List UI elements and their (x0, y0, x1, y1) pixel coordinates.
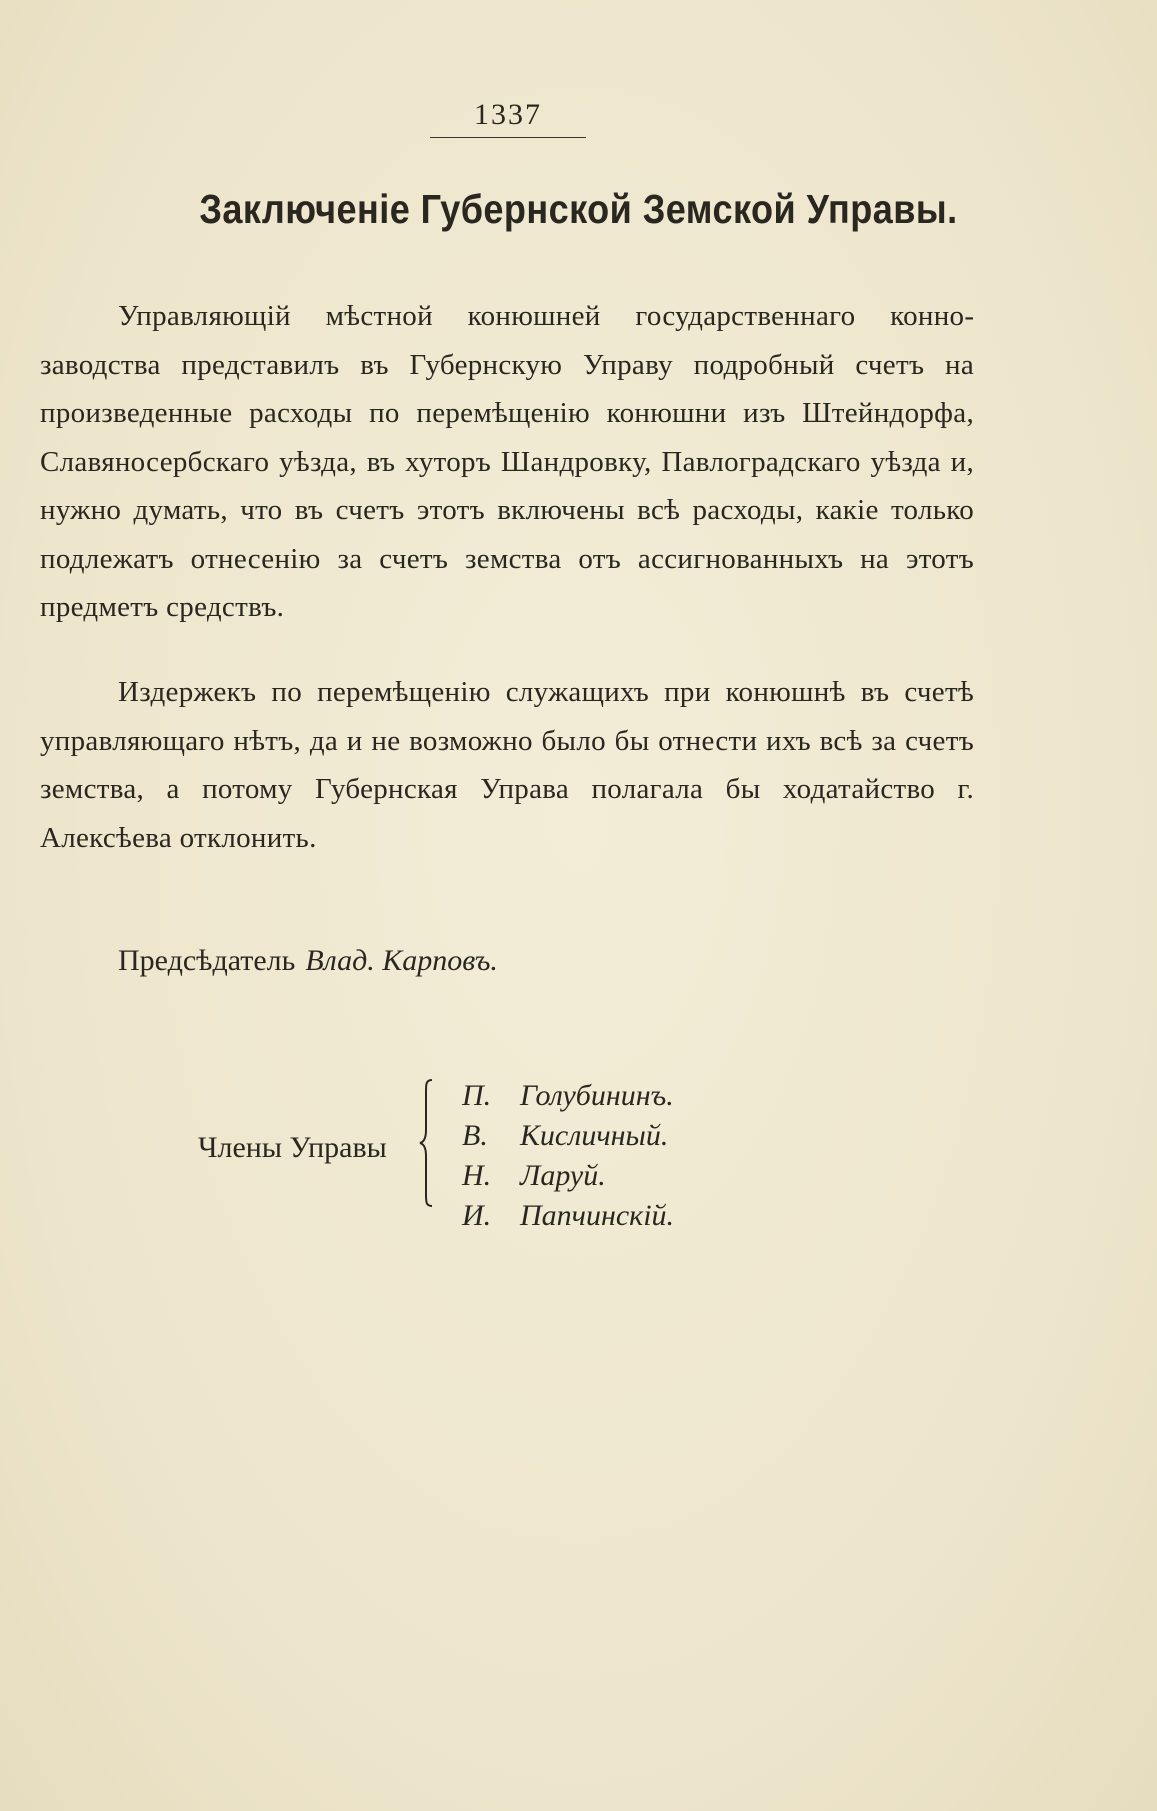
members-label: Члены Управы (198, 1131, 387, 1164)
member-initial: П. (462, 1079, 492, 1112)
paragraph-2: Издержекъ по перемѣщенію служащихъ при конюшнѣ въ счетѣ управляющаго нѣтъ, да и не возможно было бы отнести ихъ всѣ за счетъ земства, а потому Губернская Управа полагала бы ходатайство г. Алексѣева отклонить. (40, 676, 974, 854)
members-list (462, 1076, 674, 1236)
member-item (462, 1076, 674, 1116)
member-initial: И. (462, 1199, 492, 1232)
chairman-line (118, 944, 498, 978)
member-initial: Н. (462, 1159, 492, 1192)
paragraph-1: Управляющій мѣстной конюшней государственнаго коннозаводства представилъ въ Губернскую Управу подробный счетъ на произведенные расходы по перемѣщенію конюшни изъ Штейндорфа, Славяносербскаго уѣзда, въ хуторъ Шандровку, Павлоградскаго уѣзда и, нужно думать, что въ счетъ этотъ включены всѣ расходы, какіе только подлежатъ отнесенію за счетъ земства отъ ассигнованныхъ на этотъ предметъ средствъ. (40, 300, 974, 623)
member-item (462, 1156, 674, 1196)
member-name: Ларуй. (520, 1159, 606, 1192)
member-name: Кисличный. (520, 1119, 669, 1152)
members-brace (418, 1078, 438, 1208)
member-name: Голубининъ. (520, 1079, 674, 1112)
chairman-signature: Влад. Карповъ. (305, 944, 498, 977)
member-item (462, 1116, 674, 1156)
chairman-label: Предсѣдатель (118, 944, 296, 977)
member-item (462, 1196, 674, 1236)
document-title: Заключеніе Губернской Земской Управы. (199, 186, 958, 232)
member-initial: В. (462, 1119, 488, 1152)
page-number-rule (430, 137, 586, 138)
page-number: 1337 (474, 98, 542, 131)
member-name: Папчинскій. (520, 1199, 675, 1232)
